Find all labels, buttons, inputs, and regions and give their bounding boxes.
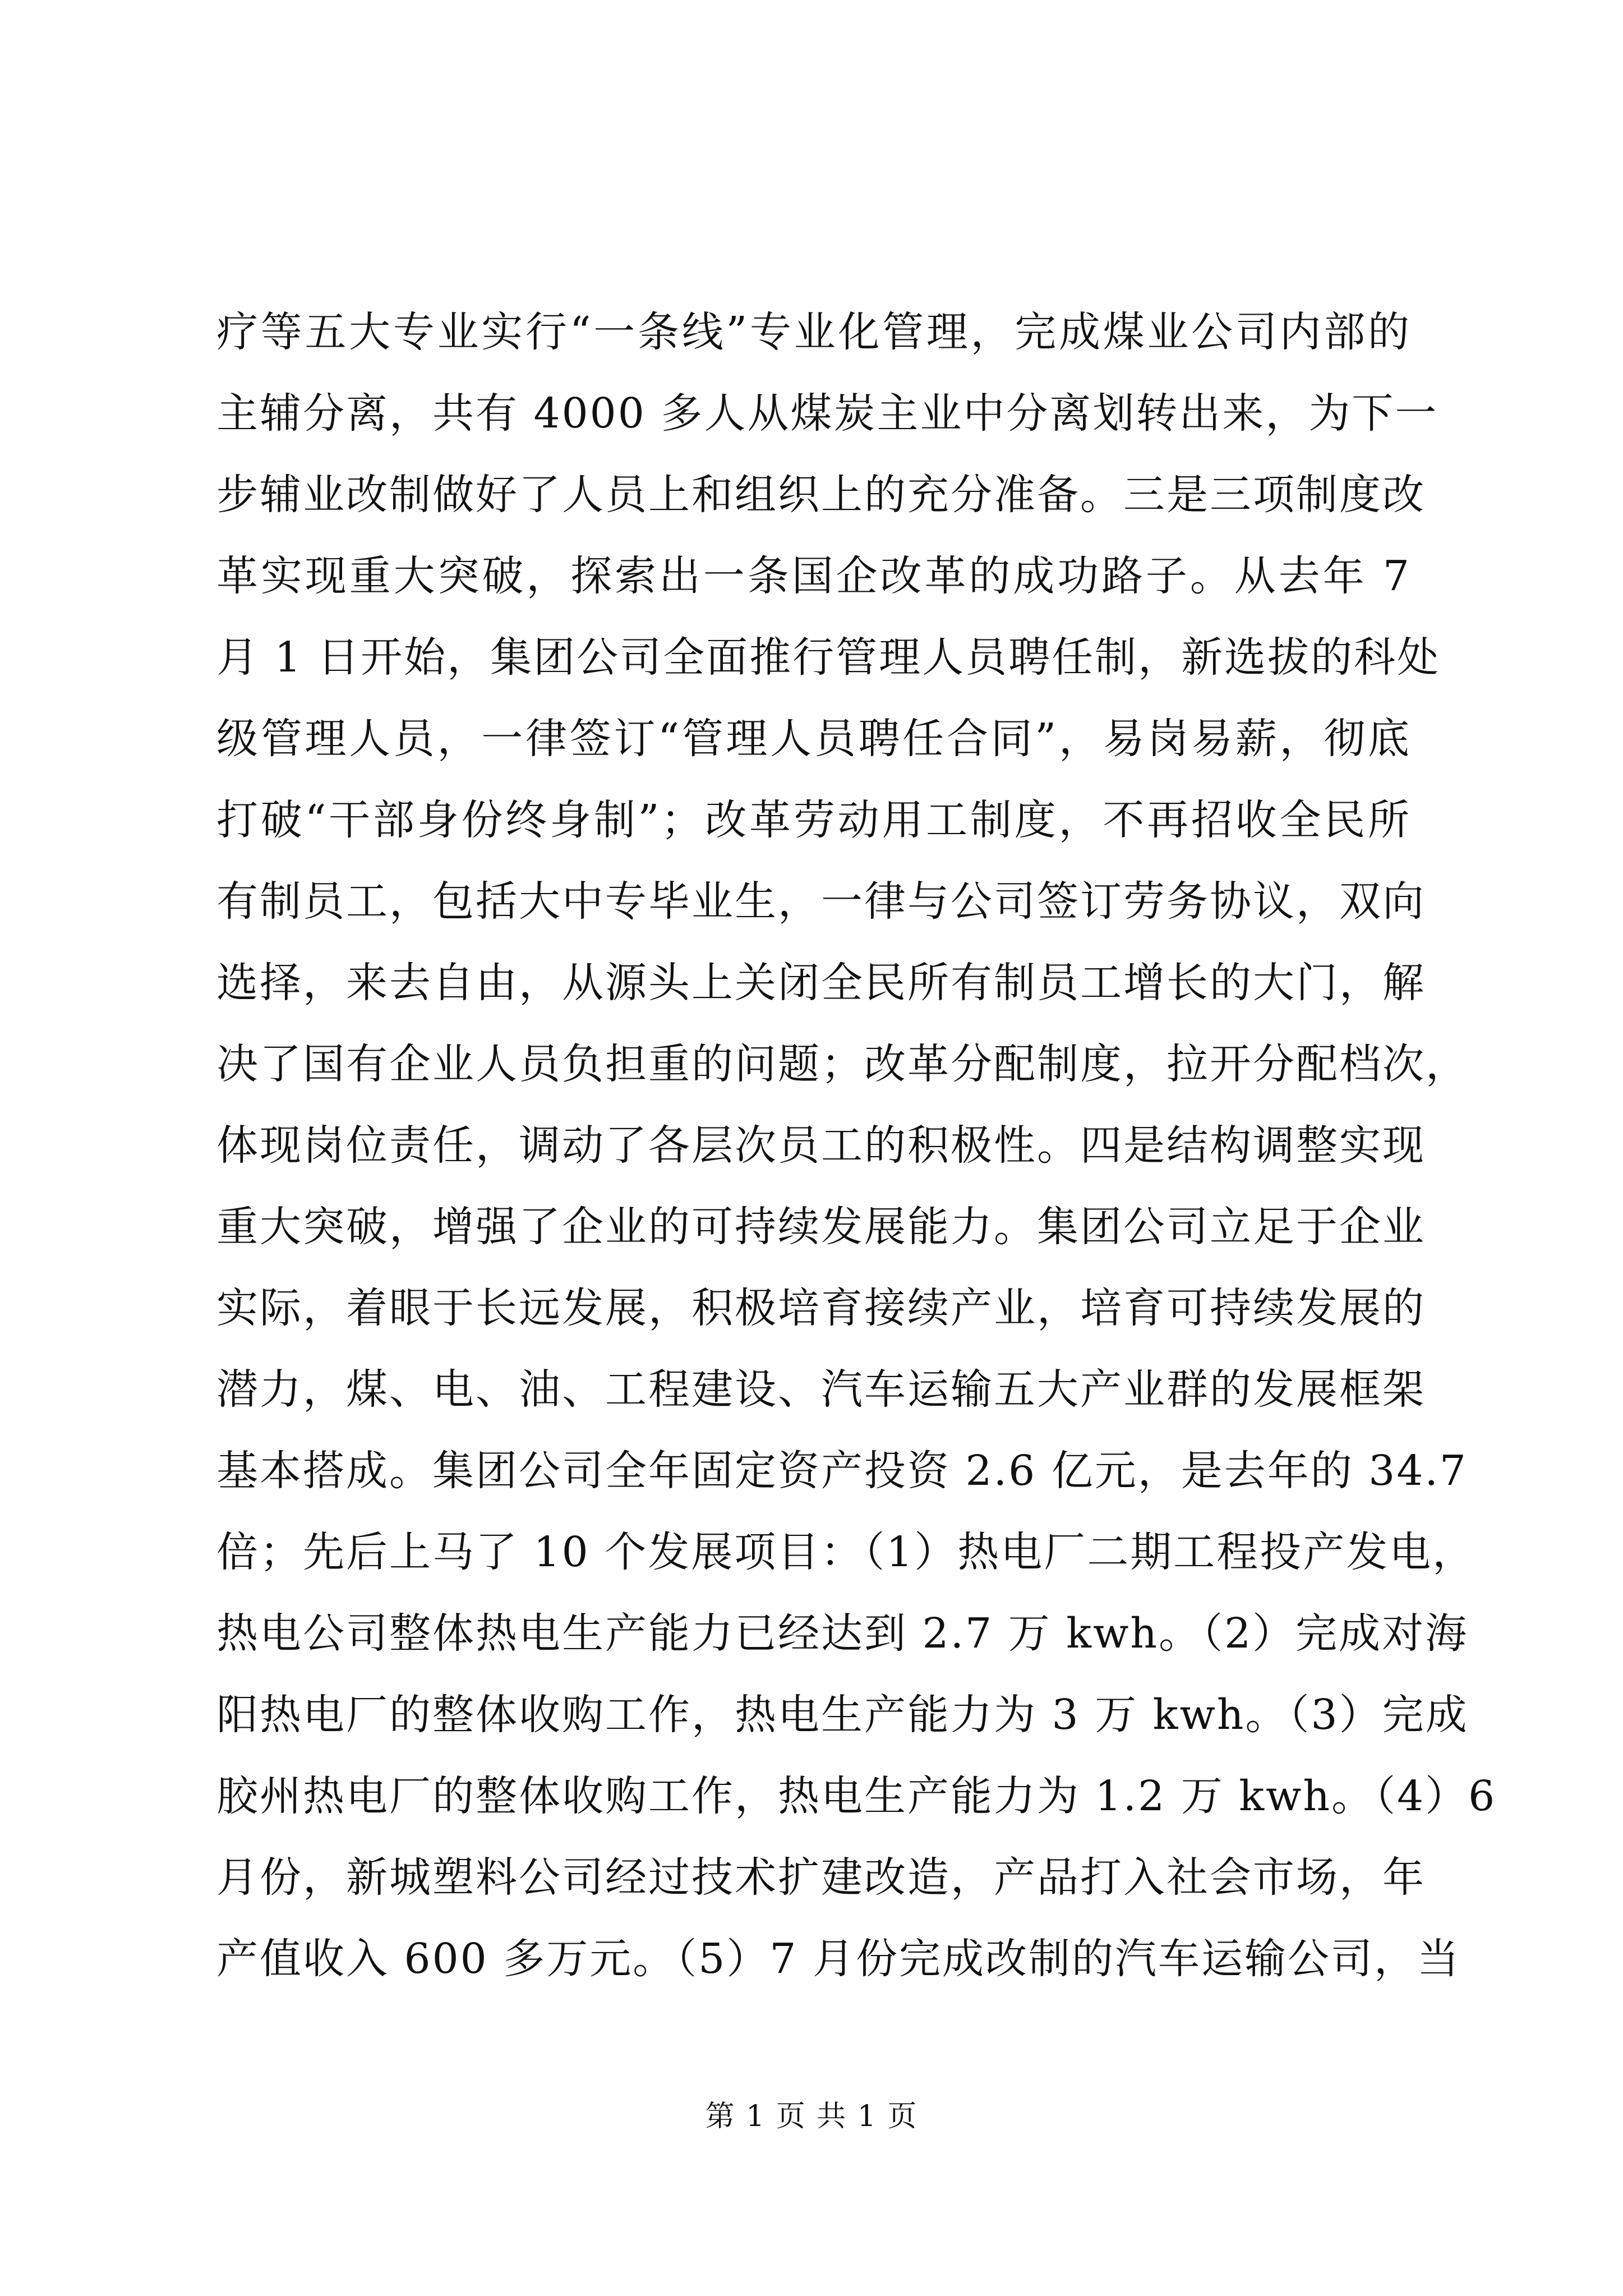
text-line: 热电公司整体热电生产能力已经达到 2.7 万 kwh。（2）完成对海 — [216, 1609, 1469, 1658]
text-line: 重大突破，增强了企业的可持续发展能力。集团公司立足于企业 — [216, 1203, 1426, 1251]
text-line: 体现岗位责任，调动了各层次员工的积极性。四是结构调整实现 — [216, 1121, 1426, 1170]
text-line: 倍；先后上马了 10 个发展项目：（1）热电厂二期工程投产发电， — [216, 1528, 1476, 1576]
text-line: 有制员工，包括大中专毕业生，一律与公司签订劳务协议，双向 — [216, 877, 1426, 926]
text-line: 主辅分离，共有 4000 多人从煤炭主业中分离划转出来，为下一 — [216, 389, 1438, 438]
text-line: 月份，新城塑料公司经过技术扩建改造，产品打入社会市场，年 — [216, 1853, 1426, 1902]
text-line: 决了国有企业人员负担重的问题；改革分配制度，拉开分配档次， — [216, 1040, 1469, 1088]
body-text — [216, 292, 1497, 2000]
text-line: 革实现重大突破，探索出一条国企改革的成功路子。从去年 7 — [216, 552, 1411, 600]
text-line: 疗等五大专业实行“一条线”专业化管理，完成煤业公司内部的 — [216, 308, 1411, 356]
text-line: 潜力，煤、电、油、工程建设、汽车运输五大产业群的发展框架 — [216, 1365, 1426, 1414]
text-line: 步辅业改制做好了人员上和组织上的充分准备。三是三项制度改 — [216, 471, 1426, 519]
text-line: 阳热电厂的整体收购工作，热电生产能力为 3 万 kwh。（3）完成 — [216, 1691, 1469, 1739]
text-line: 月 1 日开始，集团公司全面推行管理人员聘任制，新选拔的科处 — [216, 633, 1441, 682]
text-line: 选择，来去自由，从源头上关闭全民所有制员工增长的大门，解 — [216, 959, 1426, 1007]
text-line: 胶州热电厂的整体收购工作，热电生产能力为 1.2 万 kwh。（4）6 — [216, 1772, 1497, 1820]
text-line: 基本搭成。集团公司全年固定资产投资 2.6 亿元，是去年的 34.7 — [216, 1447, 1468, 1495]
text-line: 级管理人员，一律签订“管理人员聘任合同”，易岗易薪，彻底 — [216, 715, 1411, 763]
text-line: 实际，着眼于长远发展，积极培育接续产业，培育可持续发展的 — [216, 1284, 1426, 1332]
text-line: 产值收入 600 多万元。（5）7 月份完成改制的汽车运输公司，当 — [216, 1935, 1460, 1983]
page-footer: 第 1 页 共 1 页 — [705, 2100, 918, 2133]
text-line: 打破“干部身份终身制”；改革劳动用工制度，不再招收全民所 — [216, 796, 1411, 844]
